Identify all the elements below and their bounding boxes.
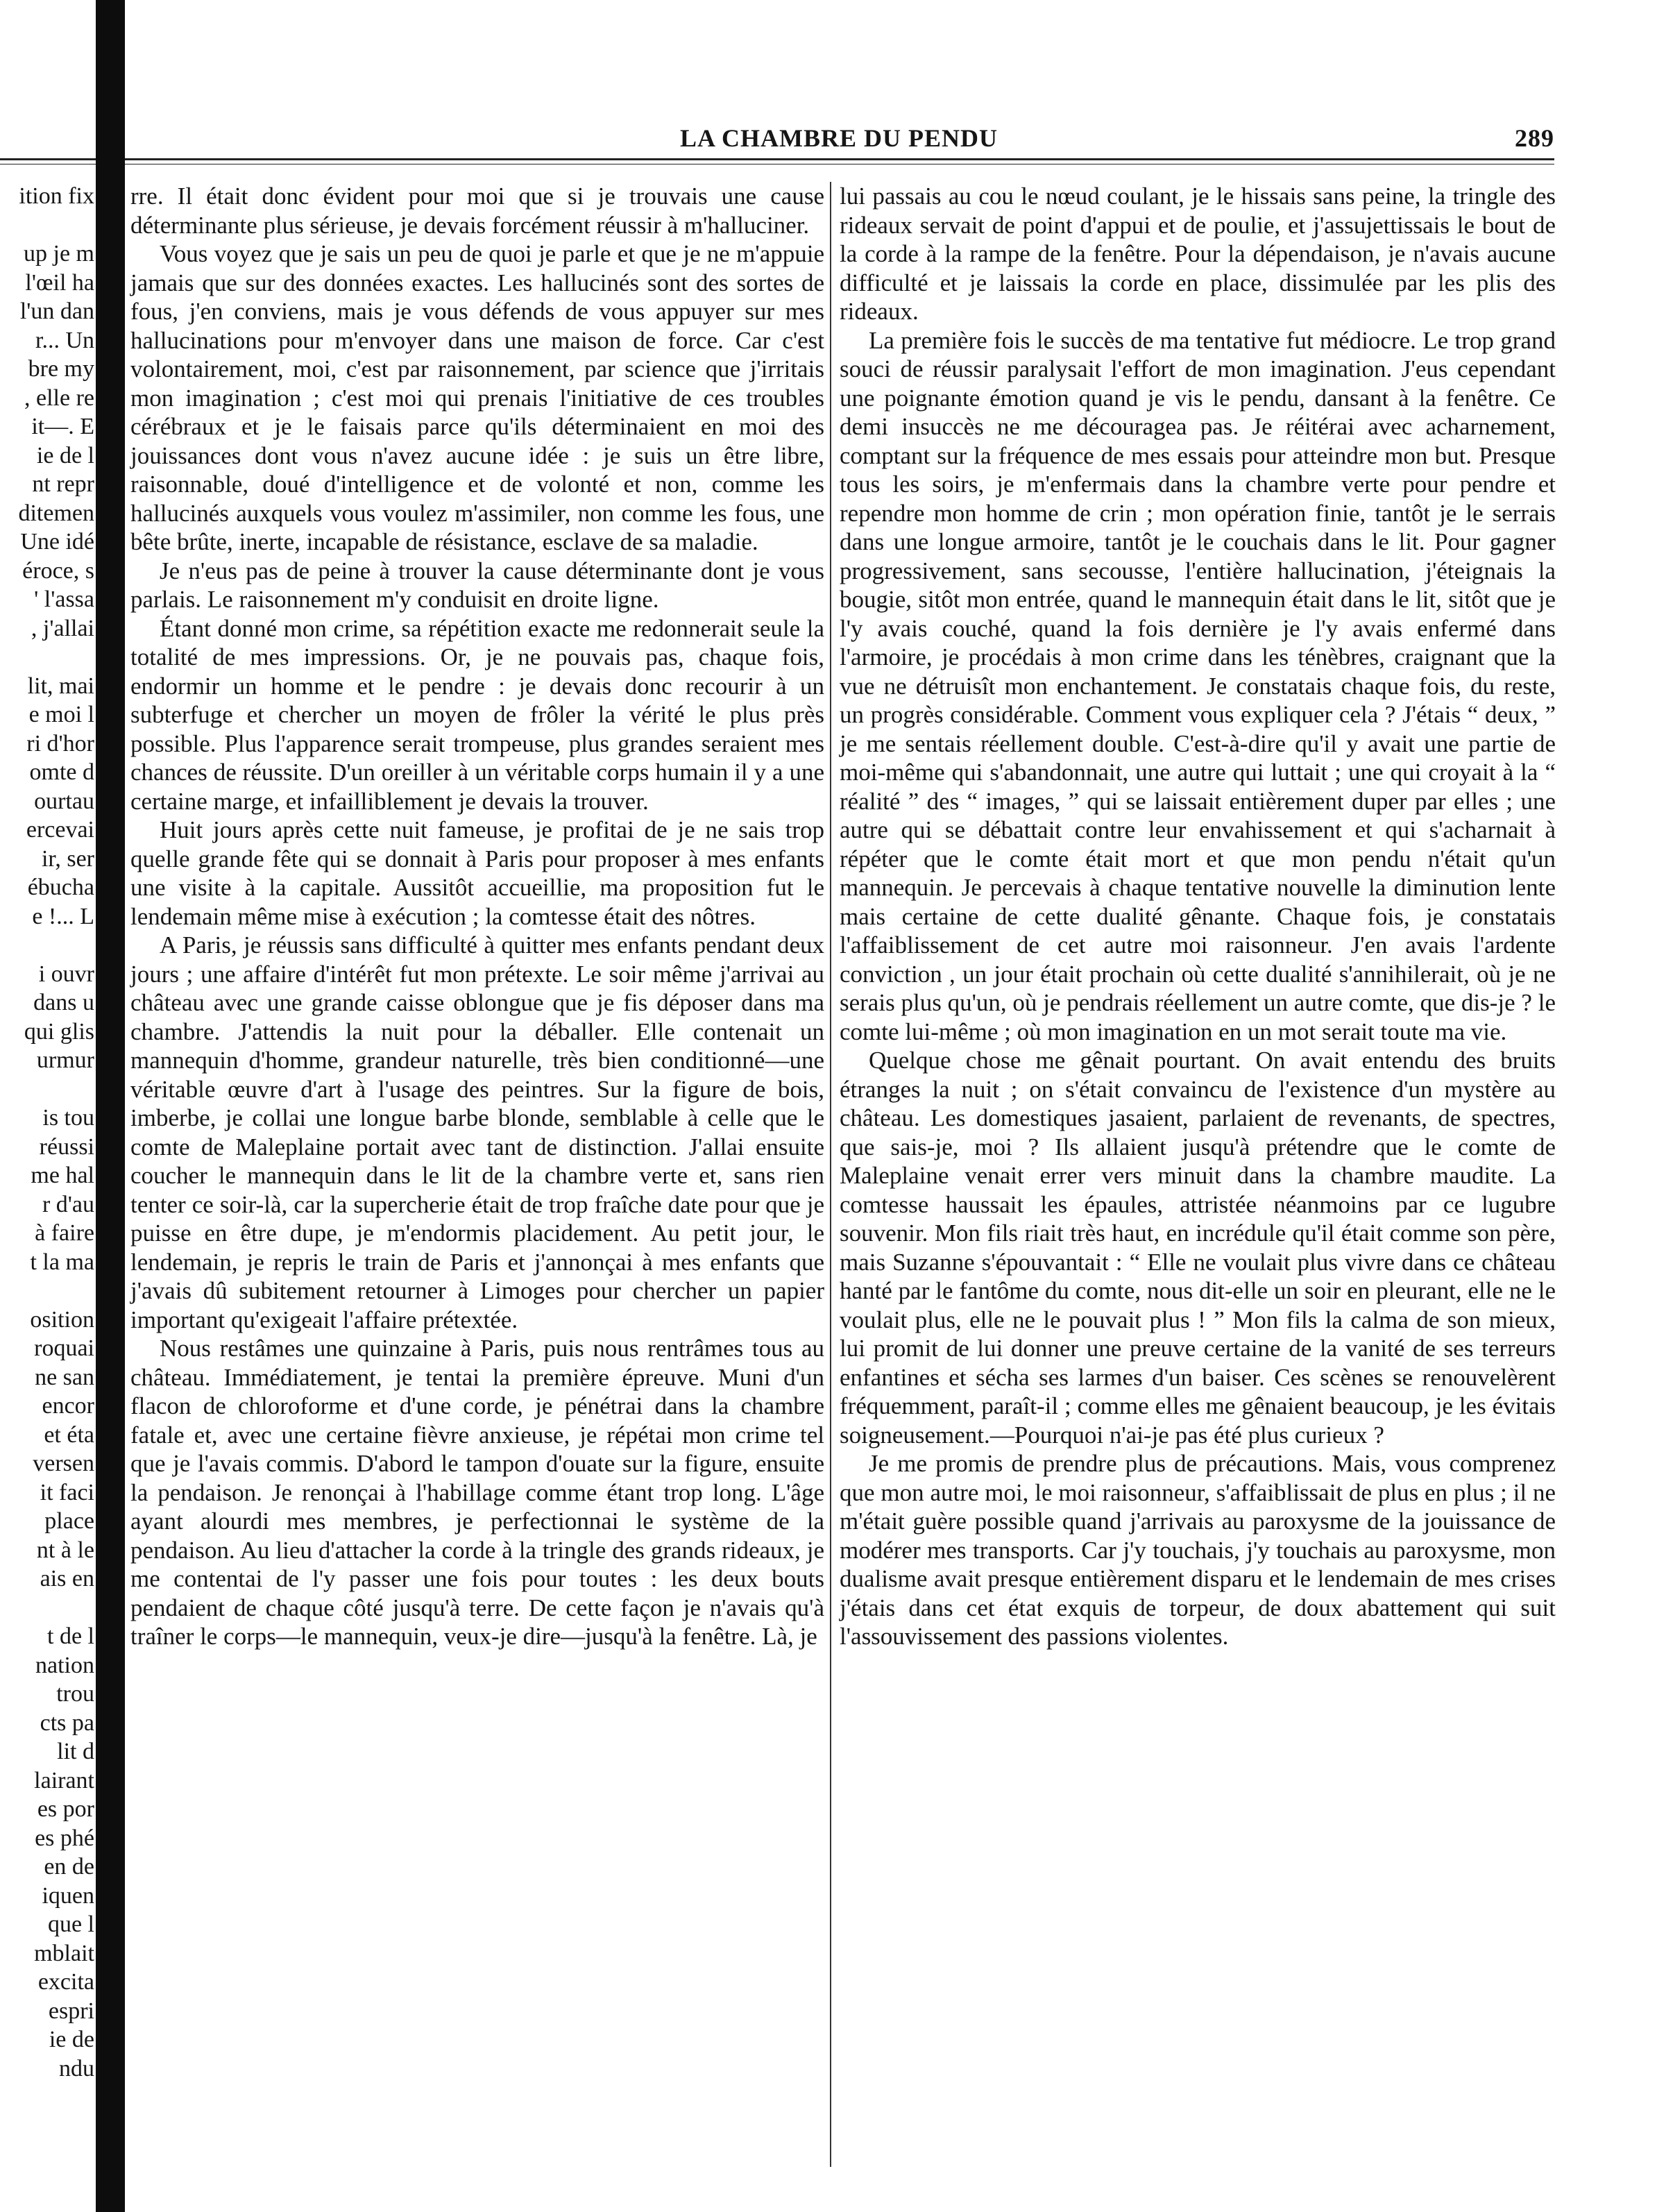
margin-fragment (0, 931, 96, 960)
margin-fragment: , elle re (24, 385, 94, 411)
paragraph: Vous voyez que je sais un peu de quoi je parle et que je ne m'appuie jamais que sur des données exactes. Les hallucinés sont des sortes de fous, j'en conviens, mais je vous défends de vous appuyer sur mes hallucinations pour m'envoyer dans une maison de force. Car c'est volontairement, moi, c'est par raisonnement, par science que j'irritais mon imagination ; c'est moi qui prenais l'initiative de ces troubles cérébraux et je le faisais parce qu'ils déterminaient en moi des jouissances dont vous n'avez aucune idée : je suis un être libre, raisonnable, doué d'intelligence et de volonté et non, comme les hallucinés auxquels vous voulez m'assimiler, non comme les fous, une bête brûte, inerte, incapable de résistance, esclave de sa maladie. (130, 240, 824, 555)
page-number: 289 (1515, 124, 1554, 152)
paragraph: Quelque chose me gênait pourtant. On avait entendu des bruits étranges la nuit ; on s'était convaincu de l'existence d'un mystère au château. Les domestiques jasaient, parlaient de revenants, de spectres, que sais-je, moi ? Ils allaient jusqu'à prétendre que le comte de Maleplaine venait errer vers minuit dans la chambre maudite. La comtesse haussait les épaules, attristée néanmoins par ce lugubre souvenir. Mon fils riait très haut, en incrédule qu'il était comme son père, mais Suzanne s'épouvantait : “ Elle ne voulait plus vivre dans ce château hanté par le fantôme du comte, nous dit-elle un soir en pleurant, elle ne le voulait plus, elle ne le pouvait plus ! ” Mon fils la calma de son mieux, lui promit de lui donner une preuve certaine de la vanité de ses terreurs enfantines et sécha ses larmes d'un baiser. Ces scènes se renouvelèrent fréquemment, paraît-il ; comme elles me gênaient beaucoup, je les évitais soigneusement.—Pourquoi n'ai-je pas été plus curieux ? (840, 1047, 1556, 1449)
margin-fragment: l'œil ha (25, 269, 94, 296)
margin-fragment: me hal (31, 1163, 94, 1188)
running-title: LA CHAMBRE DU PENDU (680, 124, 999, 152)
margin-fragment (0, 1594, 96, 1623)
margin-fragment: ie de l (36, 442, 94, 468)
margin-fragment: ercevai (26, 817, 94, 843)
margin-fragment: t la ma (30, 1249, 94, 1275)
margin-fragment: versen (33, 1451, 94, 1476)
margin-fragment: it—. E (31, 414, 94, 439)
margin-fragment: t de l (47, 1623, 94, 1649)
margin-fragment: iquen (42, 1882, 94, 1909)
margin-fragment: r... Un (35, 327, 94, 353)
margin-fragment: ir, ser (41, 845, 94, 872)
paragraph: Huit jours après cette nuit fameuse, je profitai de je ne sais trop quelle grande fête qui se donnait à Paris pour proposer à mes enfants une visite à la capitale. Aussitôt accueillie, ma proposition fut le lendemain même mise à exécution ; la comtesse était des nôtres. (130, 816, 824, 930)
margin-fragment: es por (37, 1796, 94, 1822)
margin-fragment: up je m (24, 241, 94, 267)
column-divider (830, 182, 831, 2167)
header-rule (0, 158, 1554, 160)
margin-fragment: ndu (59, 2055, 94, 2082)
margin-fragment: trou (56, 1681, 94, 1707)
margin-fragment: osition (30, 1306, 94, 1333)
margin-fragment: lit, mai (27, 673, 94, 699)
margin-fragment: en de (44, 1854, 94, 1880)
book-spine-shadow (96, 0, 125, 2212)
margin-fragment: e !... L (32, 903, 94, 929)
paragraph: rre. Il était donc évident pour moi que si je trouvais une cause déterminante plus sérieuse, je devais forcément réussir à m'halluciner. (130, 183, 824, 239)
text-column-right (840, 182, 1556, 1651)
paragraph: A Paris, je réussis sans difficulté à quitter mes enfants pendant deux jours ; une affaire d'intérêt fut mon prétexte. Le soir même j'arrivai au château avec une grande caisse oblongue que je fis déposer dans ma chambre. J'attendis la nuit pour la déballer. Elle contenait un mannequin d'homme, grandeur naturelle, très bien conditionné—une véritable œuvre d'art à l'usage des peintres. Sur la figure de bois, imberbe, je collai une longue barbe blonde, semblable à celle que le comte de Maleplaine portait avec tant de distinction. J'allai ensuite coucher le mannequin dans le lit de la chambre verte et, sans rien tenter ce soir-là, car la supercherie était de trop fraîche date pour que je puisse en être dupe, je m'endormis placidement. Au petit jour, le lendemain, je repris le train de Paris et j'annonçai à mes enfants que j'avais dû subitement retourner à Limoges pour chercher un papier important qu'exigeait l'affaire prétextée. (130, 931, 824, 1333)
margin-fragment (0, 1075, 96, 1104)
margin-fragment: e moi l (28, 702, 94, 727)
text-column-left (130, 182, 824, 1651)
margin-fragment: à faire (35, 1220, 94, 1246)
margin-fragment: i ouvr (38, 961, 94, 987)
margin-fragment: et éta (44, 1421, 94, 1448)
margin-fragment: cts pa (40, 1709, 94, 1736)
paragraph: Je n'eus pas de peine à trouver la cause déterminante dont je vous parlais. Le raisonnement m'y conduisit en droite ligne. (130, 557, 824, 613)
margin-fragment: , j'allai (31, 615, 94, 641)
margin-fragment: excita (37, 1969, 94, 1995)
margin-fragment: ' l'assa (34, 586, 94, 612)
margin-fragment: qui glis (24, 1018, 94, 1045)
margin-fragment: espri (48, 1998, 94, 2024)
margin-fragment: es phé (35, 1825, 94, 1851)
margin-fragment: réussi (39, 1133, 94, 1160)
margin-fragment: nt à le (36, 1537, 94, 1563)
margin-fragment: omte d (29, 759, 94, 785)
margin-fragment: éroce, s (22, 557, 94, 584)
margin-fragment: Une idé (20, 529, 94, 555)
paragraph: La première fois le succès de ma tentative fut médiocre. Le trop grand souci de réussir paralysait l'effort de mon imagination. J'eus cependant une poignante émotion quand je vis le pendu, dansant à la fenêtre. Ce demi insuccès ne me découragea pas. Je réitérai avec acharnement, comptant sur la fréquence de mes essais pour atteindre mon but. Presque tous les soirs, je m'enfermais dans la chambre verte pour pendre et rependre mon homme de crin ; mon opération finie, tantôt je le serrais dans une longue armoire, tantôt je le couchais dans le lit. Pour gagner progressivement, sans secousse, l'entière hallucination, j'éteignais la bougie, sitôt mon entrée, quand le mannequin était dans le lit, sitôt que je l'y avais couché, quand la fois dernière je l'y avais enfermé dans l'armoire, je procédais à mon crime dans les ténèbres, craignant que la vue ne détruisît mon enchantement. Je constatais chaque fois, du reste, un progrès considérable. Comment vous expliquer cela ? J'étais “ deux, ” je me sentais réellement double. C'est-à-dire qu'il y avait une partie de moi-même qui s'abandonnait, une autre qui luttait ; une qui croyait à la “ réalité ” des “ images, ” qui se laissait entièrement duper par elles ; une autre qui se débattait contre leur envahissement et qui s'acharnait à répéter que le comte était mort et que mon pendu n'était qu'un mannequin. Je percevais à chaque tentative nouvelle la diminution lente mais certaine de cette dualité gênante. Chaque fois, je constatais l'affaiblissement de cet autre moi raisonneur. J'en avais l'ardente conviction , un jour était prochain où cette dualité s'annihilerait, où je ne serais plus qu'un, où je pendrais réellement un autre comte, que dis-je ? le comte lui-même ; où mon imagination en un mot serait toute ma vie. (840, 326, 1556, 1045)
margin-fragment: urmur (36, 1047, 94, 1073)
margin-fragment: place (44, 1508, 94, 1534)
margin-fragment: lit d (57, 1739, 94, 1764)
margin-fragment: r d'au (42, 1191, 94, 1217)
margin-fragment: ditemen (18, 500, 94, 526)
margin-fragment: nt repr (32, 471, 94, 497)
margin-fragment: ourtau (34, 788, 94, 814)
margin-fragment: encor (42, 1393, 94, 1419)
margin-fragment: que l (47, 1911, 94, 1937)
margin-fragment (0, 211, 96, 240)
running-header (125, 119, 1554, 155)
margin-fragment: ais en (40, 1566, 94, 1592)
facing-page-bleed (0, 182, 96, 2181)
margin-fragment: bre my (28, 356, 94, 382)
margin-fragment (0, 643, 96, 672)
margin-fragment: is tou (42, 1105, 94, 1131)
margin-fragment (0, 1276, 96, 1306)
margin-fragment: nation (35, 1652, 94, 1678)
margin-fragment: dans u (33, 990, 94, 1015)
margin-fragment: ition fix (19, 183, 94, 209)
paragraph: Je me promis de prendre plus de précautions. Mais, vous comprenez que mon autre moi, le moi raisonneur, s'affaiblissait de plus en plus ; il ne m'était guère possible quand j'arrivais au paroxysme de la jouissance de modérer mes transports. Car j'y touchais, j'y touchais au paroxysme, mon dualisme avait presque entièrement disparu et le lendemain de mes crises j'étais dans cet état exquis de torpeur, de doux abattement qui suit l'assouvissement des passions violentes. (840, 1450, 1556, 1650)
margin-fragment: ébucha (27, 875, 94, 900)
margin-fragment: ie de (49, 2027, 94, 2052)
margin-fragment: mblait (34, 1940, 94, 1966)
paragraph: Étant donné mon crime, sa répétition exacte me redonnerait seule la totalité de mes impressions. Or, je ne pouvais pas, chaque fois, endormir un homme et le pendre : je devais donc recourir à un subterfuge et chercher un moyen de frôler la vérité le plus près possible. Plus l'apparence serait trompeuse, plus grandes seraient mes chances de réussite. D'un oreiller à un véritable corps humain il y a une certaine marge, et infailliblement je devais la trouver. (130, 614, 824, 815)
margin-fragment: ri d'hor (26, 730, 94, 757)
margin-fragment: ne san (35, 1364, 94, 1390)
margin-fragment: lairant (34, 1767, 94, 1793)
margin-fragment: it faci (40, 1479, 94, 1505)
margin-fragment: l'un dan (19, 298, 94, 324)
margin-fragment: roquai (34, 1335, 94, 1361)
paragraph: lui passais au cou le nœud coulant, je le hissais sans peine, la tringle des rideaux servait de point d'appui et de poulie, et j'assujettissais le bout de la corde à la rampe de la fenêtre. Pour la dépendaison, je n'avais aucune difficulté et je laissais la corde en place, dissimulée par les plis des rideaux. (840, 183, 1556, 325)
paragraph: Nous restâmes une quinzaine à Paris, puis nous rentrâmes tous au château. Immédiatement, je tentai la première épreuve. Muni d'un flacon de chloroforme et d'une corde, je pénétrai dans la chambre fatale et, avec une certaine fièvre anxieuse, je répétai mon crime tel que je l'avais commis. D'abord le tampon d'ouate sur la figure, ensuite la pendaison. Je renonçai à l'habillage comme étant trop long. L'âge ayant alourdi mes membres, je perfectionnai le système de la pendaison. Au lieu d'attacher la corde à la tringle des grands rideaux, je me contentai de l'y passer une fois pour toutes : les deux bouts pendaient de chaque côté jusqu'à terre. De cette façon je n'avais qu'à traîner le corps—le mannequin, veux-je dire—jusqu'à la fenêtre. Là, je (130, 1335, 824, 1650)
